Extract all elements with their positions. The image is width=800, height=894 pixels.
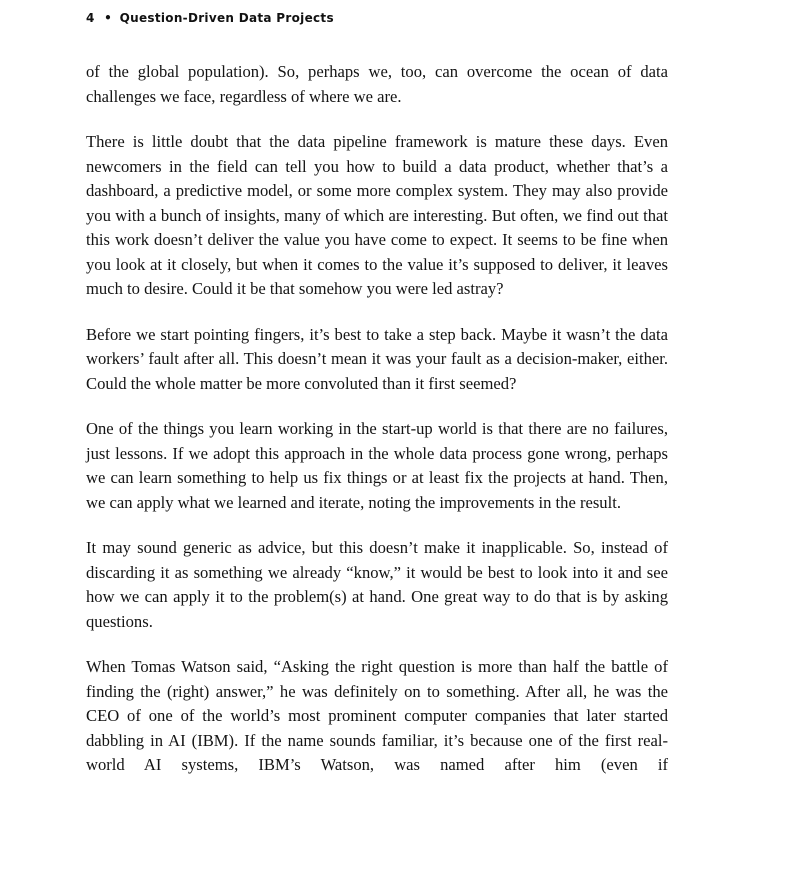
book-title: Question-Driven Data Projects <box>119 11 334 25</box>
page-number: 4 <box>86 11 95 25</box>
running-head-separator: • <box>104 11 113 25</box>
paragraph: Before we start pointing fingers, it’s best to take a step back. Maybe it wasn’t the data workers’ fault after all. This doesn’t mean it was your fault as a decision-maker, either. Could the whole matter be more convoluted than it first seemed? <box>86 324 668 393</box>
paragraph: When Tomas Watson said, “Asking the right question is more than half the battle of finding the (right) answer,” he was definitely on to something. After all, he was the CEO of one of the world’s most prominent computer companies that later started dabbling in AI (IBM). If the name sounds familiar, it’s because one of the first real-world AI systems, IBM’s Watson, was named after him (even if <box>86 657 668 774</box>
paragraph: One of the things you learn working in the start-up world is that there are no failures, just lessons. If we adopt this approach in the whole data process gone wrong, perhaps we can learn something to help us fix things or at least fix the projects at hand. Then, we can apply what we learned and iterate, noting the improvements in the result. <box>86 419 668 512</box>
body-text <box>86 60 668 799</box>
paragraph: It may sound generic as advice, but this doesn’t make it inapplicable. So, instead of discarding it as something we already “know,” it would be best to look into it and see how we can apply it to the problem(s) at hand. One great way to do that is by asking questions. <box>86 538 668 631</box>
running-head <box>86 11 334 25</box>
paragraph: of the global population). So, perhaps we, too, can overcome the ocean of data challenges we face, regardless of where we are. <box>86 62 668 106</box>
paragraph: There is little doubt that the data pipeline framework is mature these days. Even newcomers in the field can tell you how to build a data product, whether that’s a dashboard, a predictive model, or some more complex system. They may also provide you with a bunch of insights, many of which are interesting. But often, we find out that this work doesn’t deliver the value you have come to expect. It seems to be fine when you look at it closely, but when it comes to the value it’s supposed to deliver, it leaves much to desire. Could it be that somehow you were led astray? <box>86 132 668 298</box>
